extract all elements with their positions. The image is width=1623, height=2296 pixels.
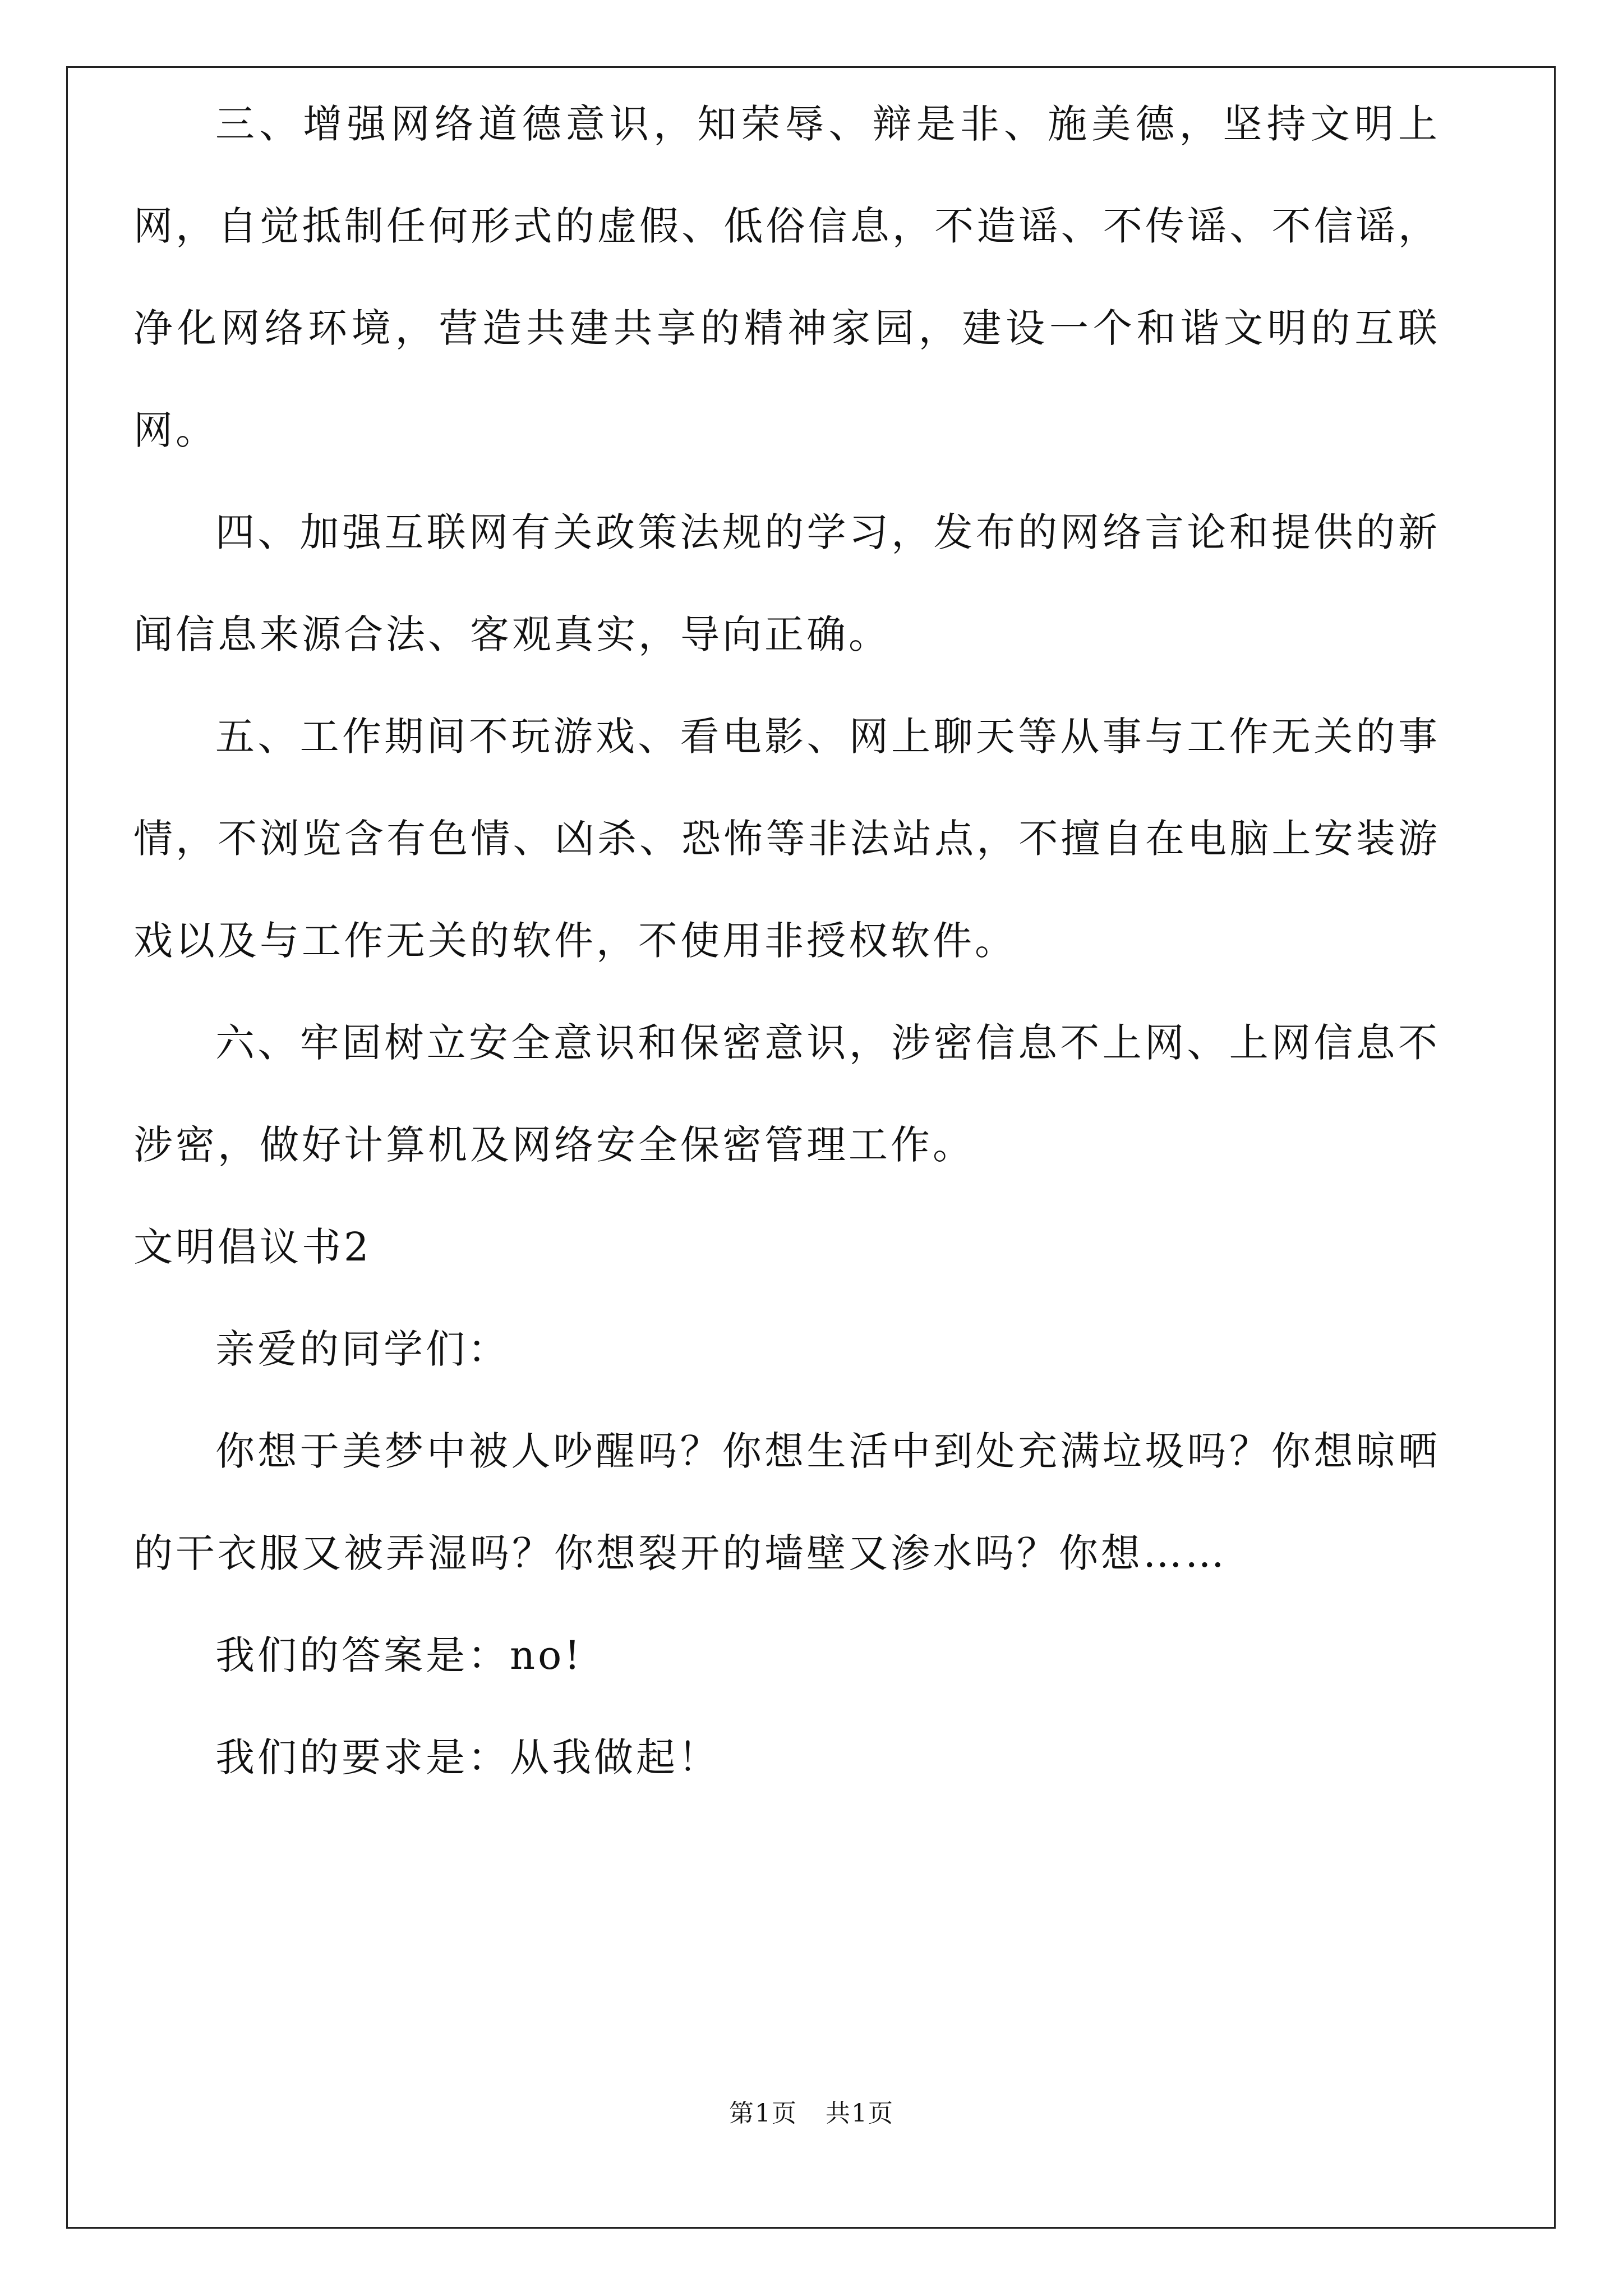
page-footer bbox=[0, 2097, 1623, 2131]
paragraph-5: 五、工作期间不玩游戏、看电影、网上聊天等从事与工作无关的事情，不浏览含有色情、凶杀、恐怖等非法站点，不擅自在电脑上安装游戏以及与工作无关的软件，不使用非授权软件。 bbox=[133, 714, 1440, 964]
request-paragraph: 我们的要求是：从我做起！ bbox=[215, 1734, 720, 1780]
section-title: 文明倡议书2 bbox=[133, 1224, 372, 1270]
paragraph-3: 三、增强网络道德意识，知荣辱、辩是非、施美德，坚持文明上网，自觉抵制任何形式的虚假、低俗信息，不造谣、不传谣、不信谣，净化网络环境，营造共建共享的精神家园，建设一个和谐文明的互联网。 bbox=[133, 101, 1440, 453]
question-paragraph: 你想于美梦中被人吵醒吗？你想生活中到处充满垃圾吗？你想晾晒的干衣服又被弄湿吗？你想裂开的墙壁又渗水吗？你想…… bbox=[133, 1428, 1440, 1576]
page-number: 第1页 bbox=[729, 2099, 797, 2128]
salutation: 亲爱的同学们： bbox=[215, 1326, 510, 1372]
answer-paragraph: 我们的答案是：no! bbox=[215, 1632, 583, 1678]
document-body bbox=[133, 73, 1440, 1809]
paragraph-6: 六、牢固树立安全意识和保密意识，涉密信息不上网、上网信息不涉密，做好计算机及网络安全保密管理工作。 bbox=[133, 1020, 1440, 1168]
page-total: 共1页 bbox=[826, 2099, 894, 2128]
paragraph-4: 四、加强互联网有关政策法规的学习，发布的网络言论和提供的新闻信息来源合法、客观真实，导向正确。 bbox=[133, 509, 1440, 657]
